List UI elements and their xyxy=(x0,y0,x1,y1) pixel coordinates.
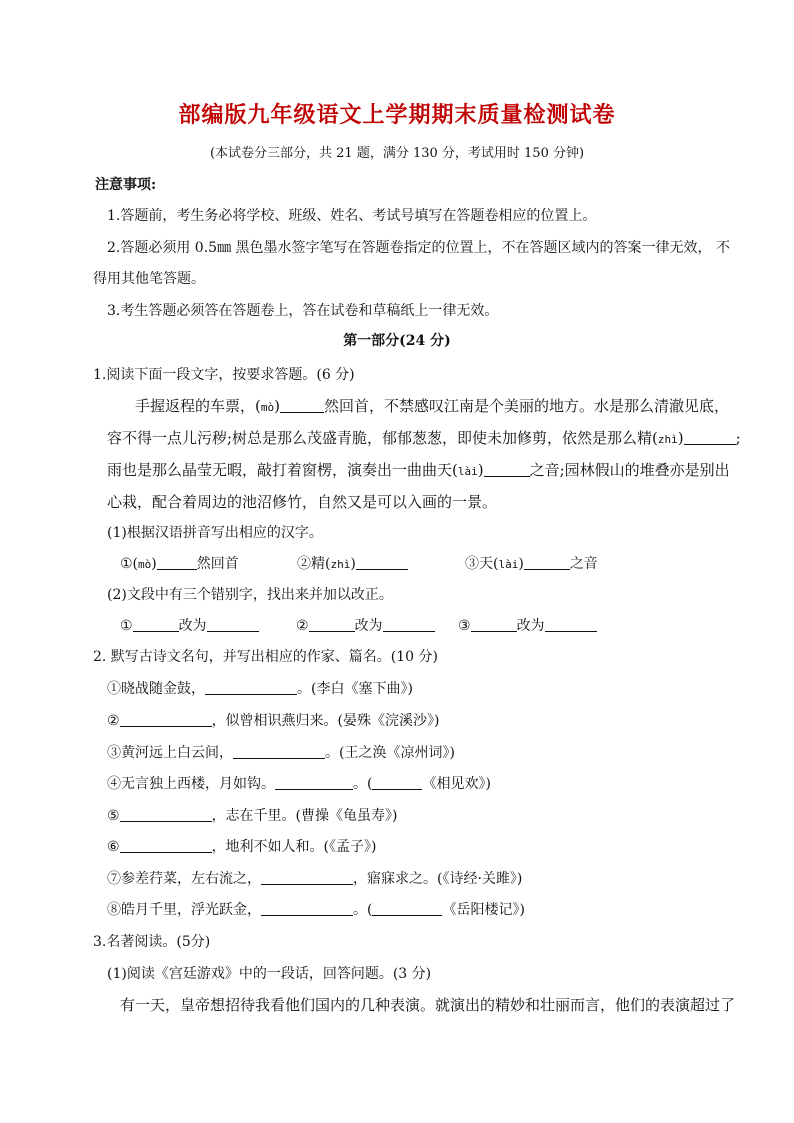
q3-sub1: (1)阅读《宫廷游戏》中的一段话，回答问题。(3 分) xyxy=(107,966,432,982)
q2-line-5: ⑤ ，志在千里。(曹操《龟虽寿》) xyxy=(107,808,398,824)
exam-info: (本试卷分三部分，共 21 题，满分 130 分，考试用时 150 分钟) xyxy=(209,146,585,161)
q2-line-3: ③黄河远上白云间， 。(王之涣《凉州词》) xyxy=(107,745,455,761)
pinyin-lai: lài xyxy=(457,465,478,478)
part1-heading: 第一部分(24 分) xyxy=(343,333,451,349)
q3-stem: 3.名著阅读。(5分) xyxy=(93,934,211,950)
answer-blank[interactable] xyxy=(309,617,355,632)
blank xyxy=(684,430,736,445)
answer-blank[interactable] xyxy=(372,901,442,916)
notice-item-2: 2.答题必须用 0.5㎜ 黑色墨水签字笔写在答题卷指定的位置上，不在答题区域内的答案一律无效， 不 xyxy=(107,240,730,256)
q1-passage-line-1: 手握返程的车票，(mò) 然回首，不禁感叹江南是个美丽的地方。水是那么清澈见底， xyxy=(135,397,729,415)
answer-blank[interactable] xyxy=(233,744,325,759)
answer-blank[interactable] xyxy=(120,838,212,853)
answer-blank[interactable] xyxy=(545,617,597,632)
answer-blank[interactable] xyxy=(157,555,197,570)
q3-passage: 有一天，皇帝想招待我看他们国内的几种表演。就演出的精妙和壮丽而言，他们的表演超过了 xyxy=(120,996,736,1014)
answer-blank[interactable] xyxy=(120,807,212,822)
q1-passage-line-4: 心栽，配合着周边的池沼修竹，自然又是可以入画的一景。 xyxy=(107,493,498,511)
q2-stem: 2. 默写古诗文名句，并写出相应的作家、篇名。(10 分) xyxy=(93,649,438,665)
answer-blank[interactable] xyxy=(356,555,408,570)
answer-blank[interactable] xyxy=(120,712,212,727)
answer-blank[interactable] xyxy=(275,775,353,790)
q1-sub1-answer-2: ②精(zhì) xyxy=(297,555,408,574)
answer-blank[interactable] xyxy=(133,617,179,632)
q1-passage-line-3: 雨也是那么晶莹无暇，敲打着窗楞，演奏出一曲曲天(lài) 之音;园林假山的堆叠亦是别出 xyxy=(107,461,730,479)
blank xyxy=(280,398,324,413)
q2-line-1: ①晓战随金鼓， 。(李白《塞下曲》) xyxy=(107,681,413,697)
answer-blank[interactable] xyxy=(207,617,259,632)
q1-sub2-answer-2: ② 改为 xyxy=(296,617,435,635)
q1-sub2: (2)文段中有三个错别字，找出来并加以改正。 xyxy=(107,587,393,603)
q1-sub1: (1)根据汉语拼音写出相应的汉字。 xyxy=(107,525,323,541)
answer-blank[interactable] xyxy=(261,901,353,916)
q2-line-6: ⑥ ，地利不如人和。(《孟子》) xyxy=(107,839,377,855)
q2-line-4: ④无言独上西楼，月如钩。 。( 《相见欢》) xyxy=(107,776,491,792)
q1-stem: 1.阅读下面一段文字，按要求答题。(6 分) xyxy=(93,367,355,383)
answer-blank[interactable] xyxy=(205,680,297,695)
answer-blank[interactable] xyxy=(383,617,435,632)
q2-line-8: ⑧皓月千里，浮光跃金， 。( 《岳阳楼记》) xyxy=(107,902,525,918)
notice-heading: 注意事项: xyxy=(95,177,157,193)
q1-sub1-answer-3: ③天(lài) 之音 xyxy=(465,556,598,572)
q1-sub2-answer-1: ① 改为 xyxy=(120,617,259,635)
q1-sub1-answer-1: ①(mò) 然回首 xyxy=(120,556,239,572)
answer-blank[interactable] xyxy=(261,870,353,885)
pinyin-zhi: zhì xyxy=(657,433,678,446)
q1-passage-line-2: 容不得一点儿污秽;树总是那么茂盛青脆，郁郁葱葱，即使未加修剪，依然是那么精(zhì) ; xyxy=(107,429,741,447)
notice-item-2-cont: 得用其他笔答题。 xyxy=(93,271,205,287)
q2-line-2: ② ，似曾相识燕归来。(晏殊《浣溪沙》) xyxy=(107,713,440,729)
answer-blank[interactable] xyxy=(372,775,422,790)
answer-blank[interactable] xyxy=(471,617,517,632)
notice-item-3: 3.考生答题必须答在答题卷上，答在试卷和草稿纸上一律无效。 xyxy=(107,303,499,319)
answer-blank[interactable] xyxy=(524,555,570,570)
blank xyxy=(484,462,530,477)
notice-item-1: 1.答题前，考生务必将学校、班级、姓名、考试号填写在答题卷相应的位置上。 xyxy=(107,208,597,224)
pinyin-mo: mò xyxy=(260,401,275,414)
q2-line-7: ⑦参差荇菜，左右流之， ，寤寐求之。(《诗经·关雎》) xyxy=(107,871,523,887)
q1-sub2-answer-3: ③ 改为 xyxy=(458,617,597,635)
page-title: 部编版九年级语文上学期期末质量检测试卷 xyxy=(178,102,616,128)
